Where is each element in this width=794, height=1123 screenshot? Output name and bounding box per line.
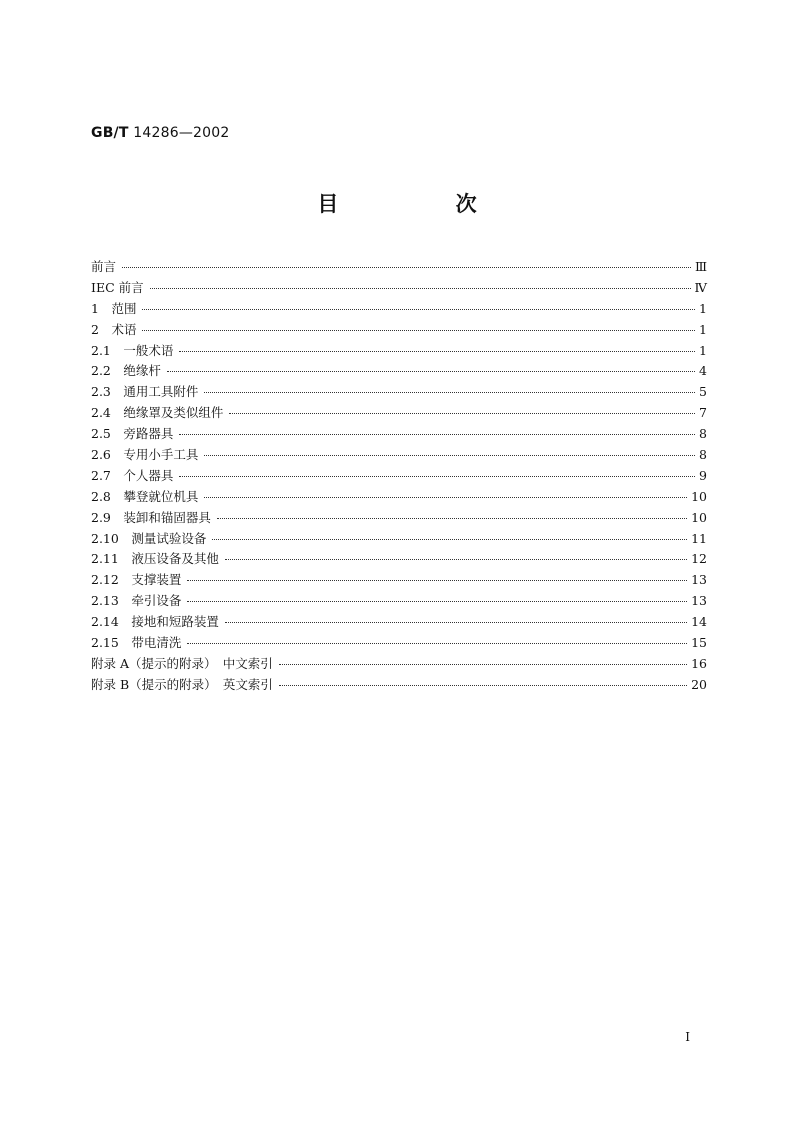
toc-dot-leader <box>142 309 695 310</box>
toc-entry[interactable] <box>91 403 707 424</box>
toc-entry[interactable] <box>91 508 707 529</box>
toc-dot-leader <box>217 518 687 519</box>
toc-entry-label: 2.14 接地和短路装置 <box>91 614 219 630</box>
toc-entry-page: Ⅳ <box>694 279 707 295</box>
toc-entry[interactable] <box>91 424 707 445</box>
toc-entry-label: 2 术语 <box>91 321 137 337</box>
toc-entry-page: 1 <box>699 321 707 337</box>
toc-entry[interactable] <box>91 570 707 591</box>
toc-entry[interactable] <box>91 549 707 570</box>
toc-entry-label: 附录 A（提示的附录） 中文索引 <box>91 655 273 671</box>
page-number: I <box>685 1030 690 1044</box>
toc-entry-label: 2.15 带电清洗 <box>91 635 182 651</box>
standard-header <box>91 125 229 141</box>
toc-dot-leader <box>179 351 695 352</box>
toc-entry-page: 8 <box>699 447 707 463</box>
toc-entry[interactable] <box>91 361 707 382</box>
toc-dot-leader <box>150 288 691 289</box>
toc-entry[interactable] <box>91 341 707 362</box>
toc-dot-leader <box>187 601 687 602</box>
toc-dot-leader <box>204 455 695 456</box>
toc-entry[interactable] <box>91 487 707 508</box>
toc-entry-label: 2.9 装卸和锚固器具 <box>91 509 211 525</box>
toc-entry-label: 2.13 牵引设备 <box>91 593 182 609</box>
toc-dot-leader <box>187 580 687 581</box>
toc-entry[interactable] <box>91 466 707 487</box>
toc-entry-page: 5 <box>699 384 707 400</box>
toc-entry-label: 2.12 支撑装置 <box>91 572 182 588</box>
toc-entry-label: 2.6 专用小手工具 <box>91 447 199 463</box>
toc-entry-label: 2.5 旁路器具 <box>91 426 174 442</box>
toc-entry-page: 1 <box>699 300 707 316</box>
toc-entry-page: 12 <box>691 551 707 567</box>
toc-entry-label: IEC 前言 <box>91 279 144 295</box>
toc-dot-leader <box>225 559 687 560</box>
toc-entry-page: 4 <box>699 363 707 379</box>
toc-entry-page: 7 <box>699 405 707 421</box>
toc-entry-label: 1 范围 <box>91 300 137 316</box>
toc-entry[interactable] <box>91 299 707 320</box>
toc-entry[interactable] <box>91 445 707 466</box>
toc-entry[interactable] <box>91 320 707 341</box>
toc-dot-leader <box>212 539 687 540</box>
toc-entry[interactable] <box>91 612 707 633</box>
toc-entry[interactable] <box>91 529 707 550</box>
toc-dot-leader <box>229 413 695 414</box>
standard-number: 14286—2002 <box>133 125 230 141</box>
toc-entry-page: 10 <box>691 509 707 525</box>
toc-dot-leader <box>167 371 695 372</box>
toc-entry[interactable] <box>91 257 707 278</box>
toc-dot-leader <box>279 664 687 665</box>
toc-entry-label: 2.3 通用工具附件 <box>91 384 199 400</box>
toc-entry-label: 2.2 绝缘杆 <box>91 363 161 379</box>
toc-dot-leader <box>179 434 695 435</box>
toc-entry-page: 15 <box>691 635 707 651</box>
toc-entry-page: 16 <box>691 655 707 671</box>
toc-dot-leader <box>225 622 687 623</box>
toc-entry-page: 14 <box>691 614 707 630</box>
toc-entry-page: 8 <box>699 426 707 442</box>
toc-entry-label: 2.1 一般术语 <box>91 342 174 358</box>
toc-entry-page: Ⅲ <box>694 259 707 274</box>
toc-entry-label: 2.7 个人器具 <box>91 467 174 483</box>
toc-entry-page: 20 <box>691 676 707 692</box>
toc-entry-page: 13 <box>691 593 707 609</box>
toc-entry-label: 2.8 攀登就位机具 <box>91 488 199 504</box>
toc-entry-page: 10 <box>691 488 707 504</box>
toc-dot-leader <box>142 330 695 331</box>
toc-entry[interactable] <box>91 278 707 299</box>
toc-dot-leader <box>187 643 687 644</box>
toc-entry[interactable] <box>91 633 707 654</box>
page-title: 目 次 <box>317 192 532 216</box>
toc-entry-label: 2.10 测量试验设备 <box>91 530 207 546</box>
toc-dot-leader <box>279 685 687 686</box>
toc-entry-page: 1 <box>699 342 707 358</box>
toc-dot-leader <box>204 392 695 393</box>
toc-entry-label: 前言 <box>91 259 117 274</box>
toc-entry-label: 2.4 绝缘罩及类似组件 <box>91 405 224 421</box>
standard-code: GB/T <box>91 125 129 141</box>
toc-entry-page: 11 <box>691 530 707 546</box>
toc-entry-label: 附录 B（提示的附录） 英文索引 <box>91 676 273 692</box>
toc-entry[interactable] <box>91 654 707 675</box>
toc-entry-page: 9 <box>699 467 707 483</box>
toc-entry[interactable] <box>91 382 707 403</box>
toc-entry-label: 2.11 液压设备及其他 <box>91 551 219 567</box>
table-of-contents <box>91 257 707 696</box>
toc-dot-leader <box>204 497 687 498</box>
toc-entry[interactable] <box>91 675 707 696</box>
toc-entry[interactable] <box>91 591 707 612</box>
toc-entry-page: 13 <box>691 572 707 588</box>
toc-dot-leader <box>179 476 695 477</box>
toc-dot-leader <box>122 267 691 268</box>
